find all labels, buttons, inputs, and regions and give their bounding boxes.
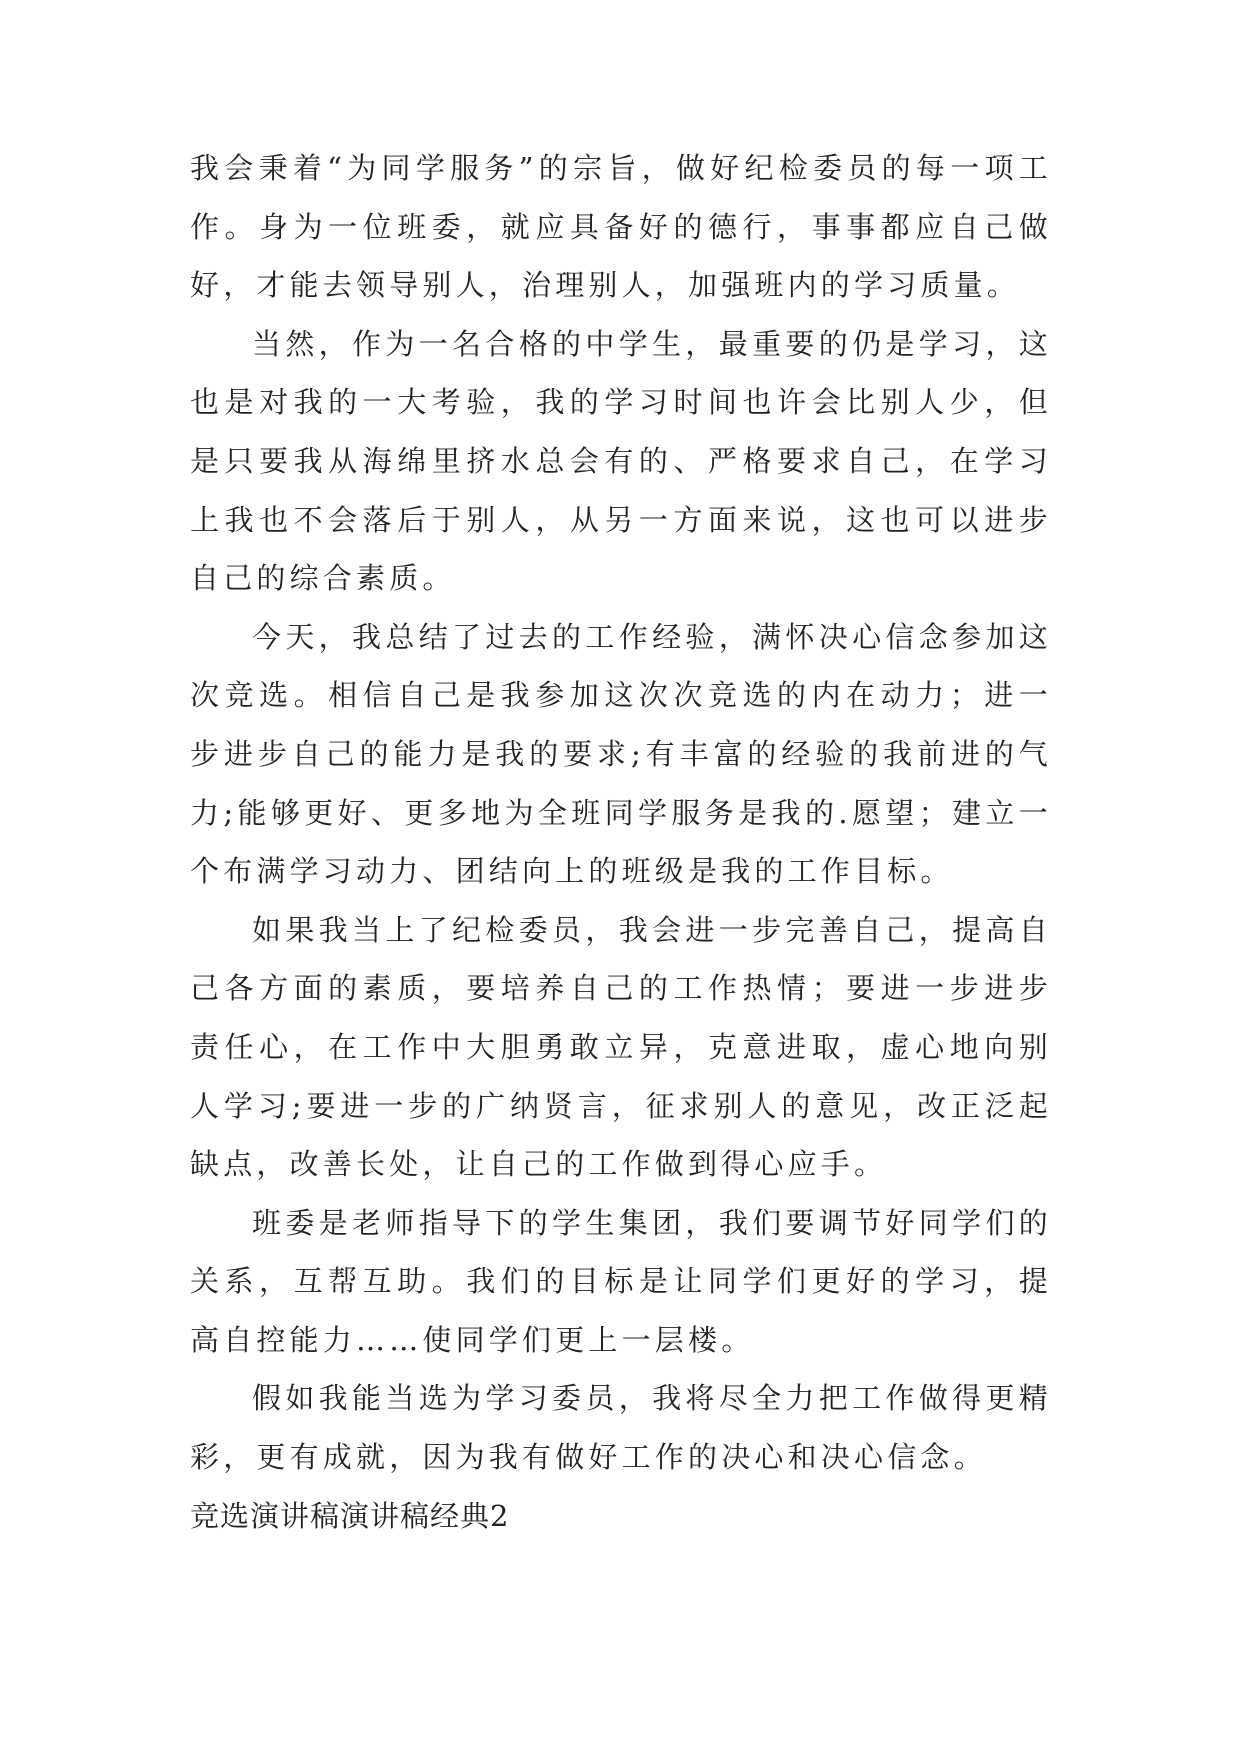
paragraph-1: 我会秉着“为同学服务”的宗旨，做好纪检委员的每一项工作。身为一位班委，就应具备好的德行，事事都应自己做好，才能去领导别人，治理别人，加强班内的学习质量。 <box>190 151 1052 303</box>
document-page <box>190 139 1052 1545</box>
section-heading: 竞选演讲稿演讲稿经典2 <box>190 1498 510 1533</box>
paragraph-4: 如果我当上了纪检委员，我会进一步完善自己，提高自己各方面的素质，要培养自己的工作热情；要进一步进步责任心，在工作中大胆勇敢立异，克意进取，虚心地向别人学习;要进一步的广纳贤言，征求别人的意见，改正泛起缺点，改善长处，让自己的工作做到得心应手。 <box>190 912 1052 1182</box>
paragraph-5: 班委是老师指导下的学生集团，我们要调节好同学们的关系，互帮互助。我们的目标是让同学们更好的学习，提高自控能力……使同学们更上一层楼。 <box>190 1205 1052 1357</box>
paragraph-2: 当然，作为一名合格的中学生，最重要的仍是学习，这也是对我的一大考验，我的学习时间也许会比别人少，但是只要我从海绵里挤水总会有的、严格要求自己，在学习上我也不会落后于别人，从另一方面来说，这也可以进步自己的综合素质。 <box>190 326 1052 596</box>
paragraph-3: 今天，我总结了过去的工作经验，满怀决心信念参加这次竞选。相信自己是我参加这次次竞选的内在动力；进一步进步自己的能力是我的要求;有丰富的经验的我前进的气力;能够更好、更多地为全班同学服务是我的.愿望；建立一个布满学习动力、团结向上的班级是我的工作目标。 <box>190 619 1052 889</box>
paragraph-6: 假如我能当选为学习委员，我将尽全力把工作做得更精彩，更有成就，因为我有做好工作的决心和决心信念。 <box>190 1381 1052 1475</box>
